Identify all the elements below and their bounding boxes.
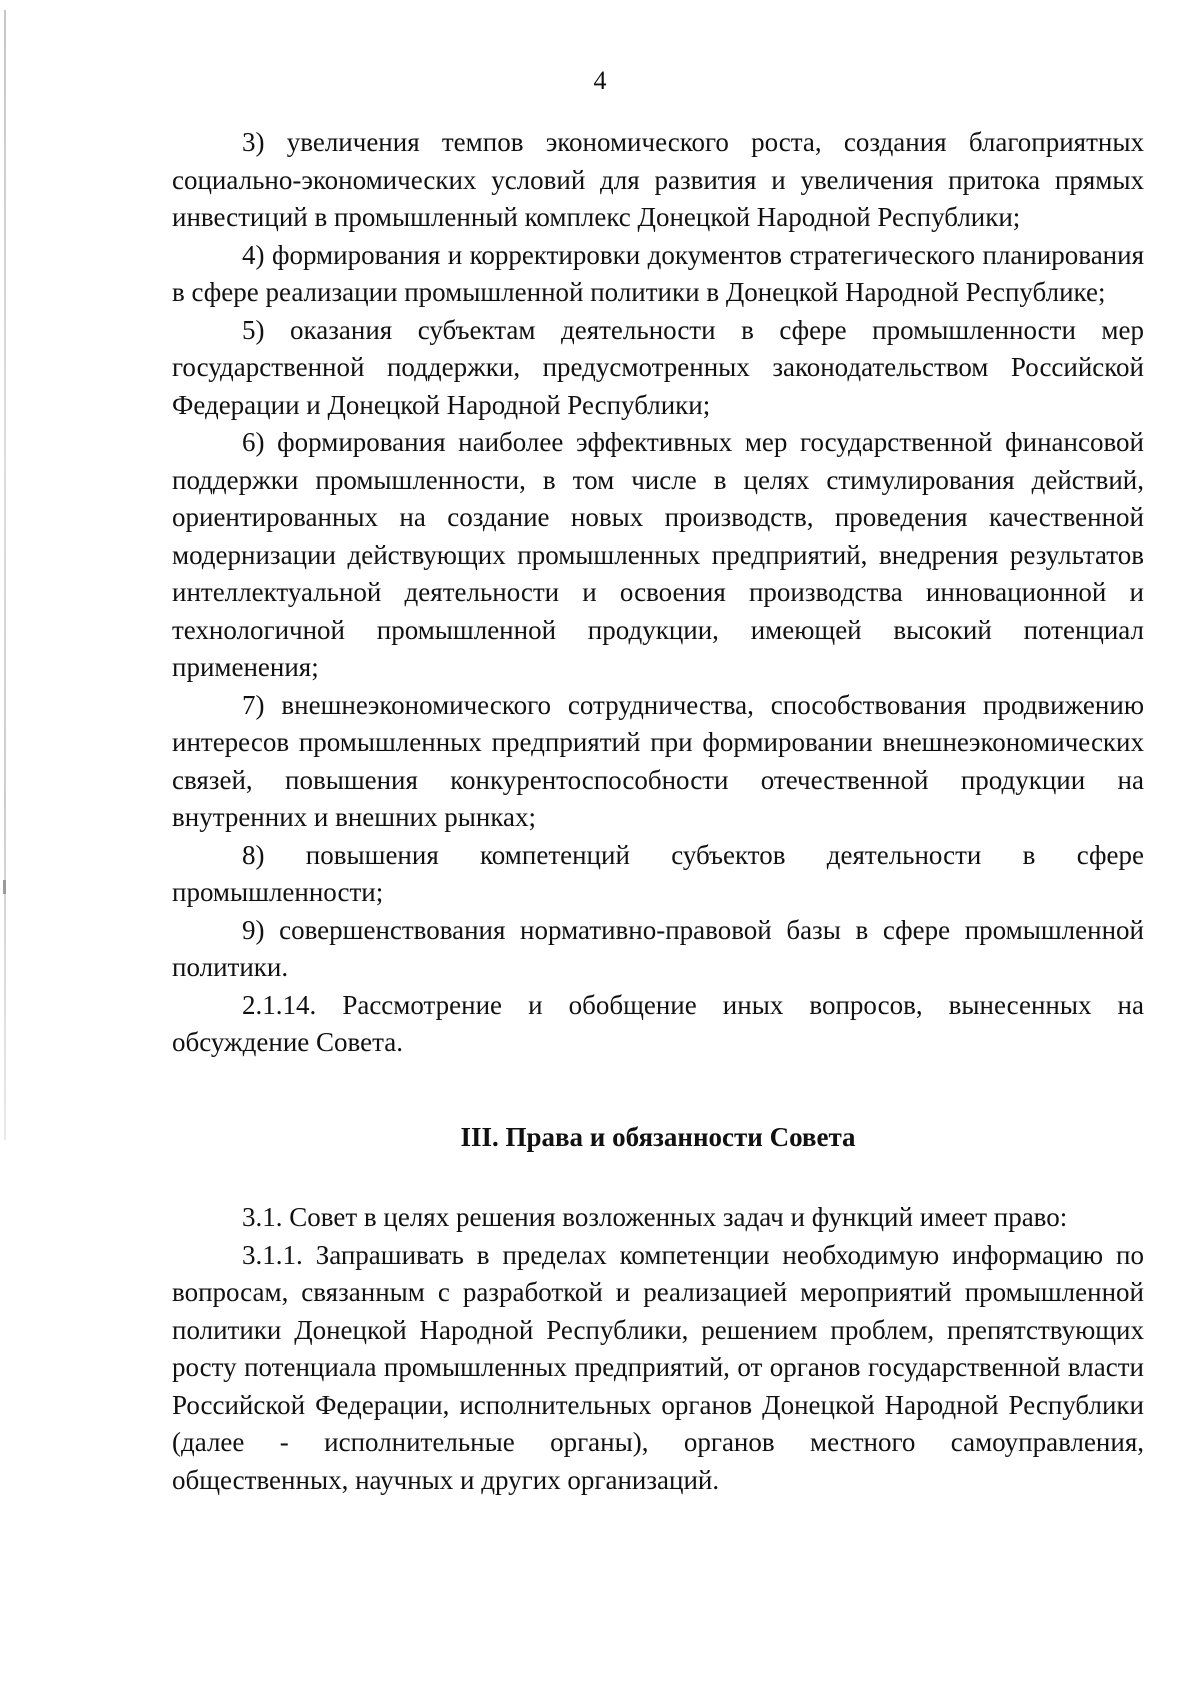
spacer bbox=[172, 1156, 1144, 1199]
scan-edge-line bbox=[4, 10, 6, 1140]
list-item-6: 6) формирования наиболее эффективных мер государственной финансовой поддержки промышленности, в том числе в целях стимулирования действий, ориентированных на создание новых производств, проведения качественной модернизации действующих промышленных предприятий, внедрения результатов интеллектуальной деятельности и освоения производства инновационной и технологичной промышленной продукции, имеющей высокий потенциал применения; bbox=[172, 427, 1144, 682]
list-item-9: 9) совершенствования нормативно-правовой базы в сфере промышленной политики. bbox=[172, 914, 1144, 982]
section-heading: III. Права и обязанности Совета bbox=[460, 1121, 856, 1152]
list-item-5: 5) оказания субъектам деятельности в сфере промышленности мер государственной поддержки, предусмотренных законодательством Российской Федерации и Донецкой Народной Республики; bbox=[172, 314, 1144, 420]
list-item-8: 8) повышения компетенций субъектов деятельности в сфере промышленности; bbox=[172, 839, 1144, 907]
clause-2-1-14: 2.1.14. Рассмотрение и обобщение иных вопросов, вынесенных на обсуждение Совета. bbox=[172, 989, 1144, 1057]
page-number: 4 bbox=[593, 66, 607, 95]
clause-3-1: 3.1. Совет в целях решения возложенных задач и функций имеет право: bbox=[242, 1202, 1068, 1232]
scan-edge-mark bbox=[3, 880, 6, 894]
spacer bbox=[172, 1062, 1144, 1119]
list-item-3: 3) увеличения темпов экономического роста, создания благоприятных социально-экономических условий для развития и увеличения притока прямых инвестиций в промышленный комплекс Донецкой Народной Республики; bbox=[172, 127, 1144, 232]
document-body bbox=[172, 124, 1144, 1499]
list-item-7: 7) внешнеэкономического сотрудничества, способствования продвижению интересов промышленных предприятий при формировании внешнеэкономических связей, повышения конкурентоспособности отечественной продукции на внутренних и внешних рынках; bbox=[172, 689, 1144, 832]
list-item-4: 4) формирования и корректировки документов стратегического планирования в сфере реализации промышленной политики в Донецкой Народной Республике; bbox=[172, 239, 1144, 307]
clause-3-1-1: 3.1.1. Запрашивать в пределах компетенции необходимую информацию по вопросам, связанным с разработкой и реализацией мероприятий промышленной политики Донецкой Народной Республики, решением проблем, препятствующих росту потенциала промышленных предприятий, от органов государственной власти Российской Федерации, исполнительных органов Донецкой Народной Республики (далее - исполнительные органы), органов местного самоуправления, общественных, научных и других организаций. bbox=[172, 1239, 1144, 1495]
